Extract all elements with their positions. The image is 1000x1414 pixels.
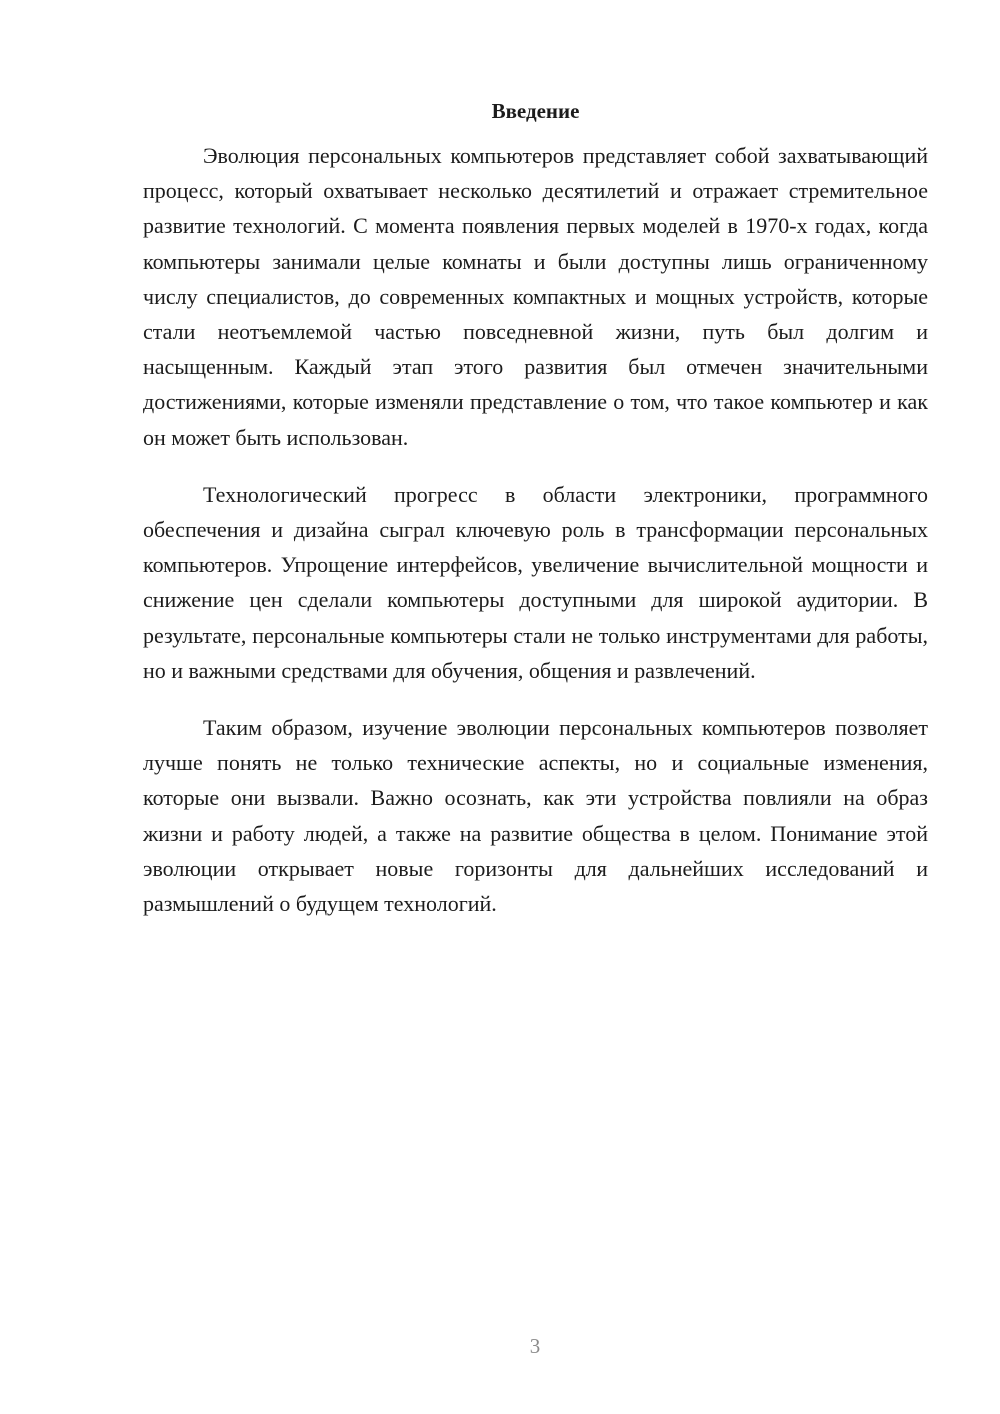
paragraph-2: Технологический прогресс в области электроники, программного обеспечения и дизайна сыграл ключевую роль в трансформации персональных компьютеров. Упрощение интерфейсов, увеличение вычислительной мощности и снижение цен сделали компьютеры доступными для широкой аудитории. В результате, персональные компьютеры стали не только инструментами для работы, но и важными средствами для обучения, общения и развлечений.	[143, 481, 928, 683]
page-body	[143, 96, 928, 921]
paragraph-1: Эволюция персональных компьютеров представляет собой захватывающий процесс, который охватывает несколько десятилетий и отражает стремительное развитие технологий. С момента появления первых моделей в 1970-х годах, когда компьютеры занимали целые комнаты и были доступны лишь ограниченному числу специалистов, до современных компактных и мощных устройств, которые стали неотъемлемой частью повседневной жизни, путь был долгим и насыщенным. Каждый этап этого развития был отмечен значительными достижениями, которые изменяли представление о том, что такое компьютер и как он может быть использован.	[143, 143, 928, 450]
paragraph-3: Таким образом, изучение эволюции персональных компьютеров позволяет лучше понять не только технические аспекты, но и социальные изменения, которые они вызвали. Важно осознать, как эти устройства повлияли на образ жизни и работу людей, а также на развитие общества в целом. Понимание этой эволюции открывает новые горизонты для дальнейших исследований и размышлений о будущем технологий.	[143, 715, 928, 917]
section-title: Введение	[491, 99, 580, 123]
page-number: 3	[529, 1334, 541, 1358]
